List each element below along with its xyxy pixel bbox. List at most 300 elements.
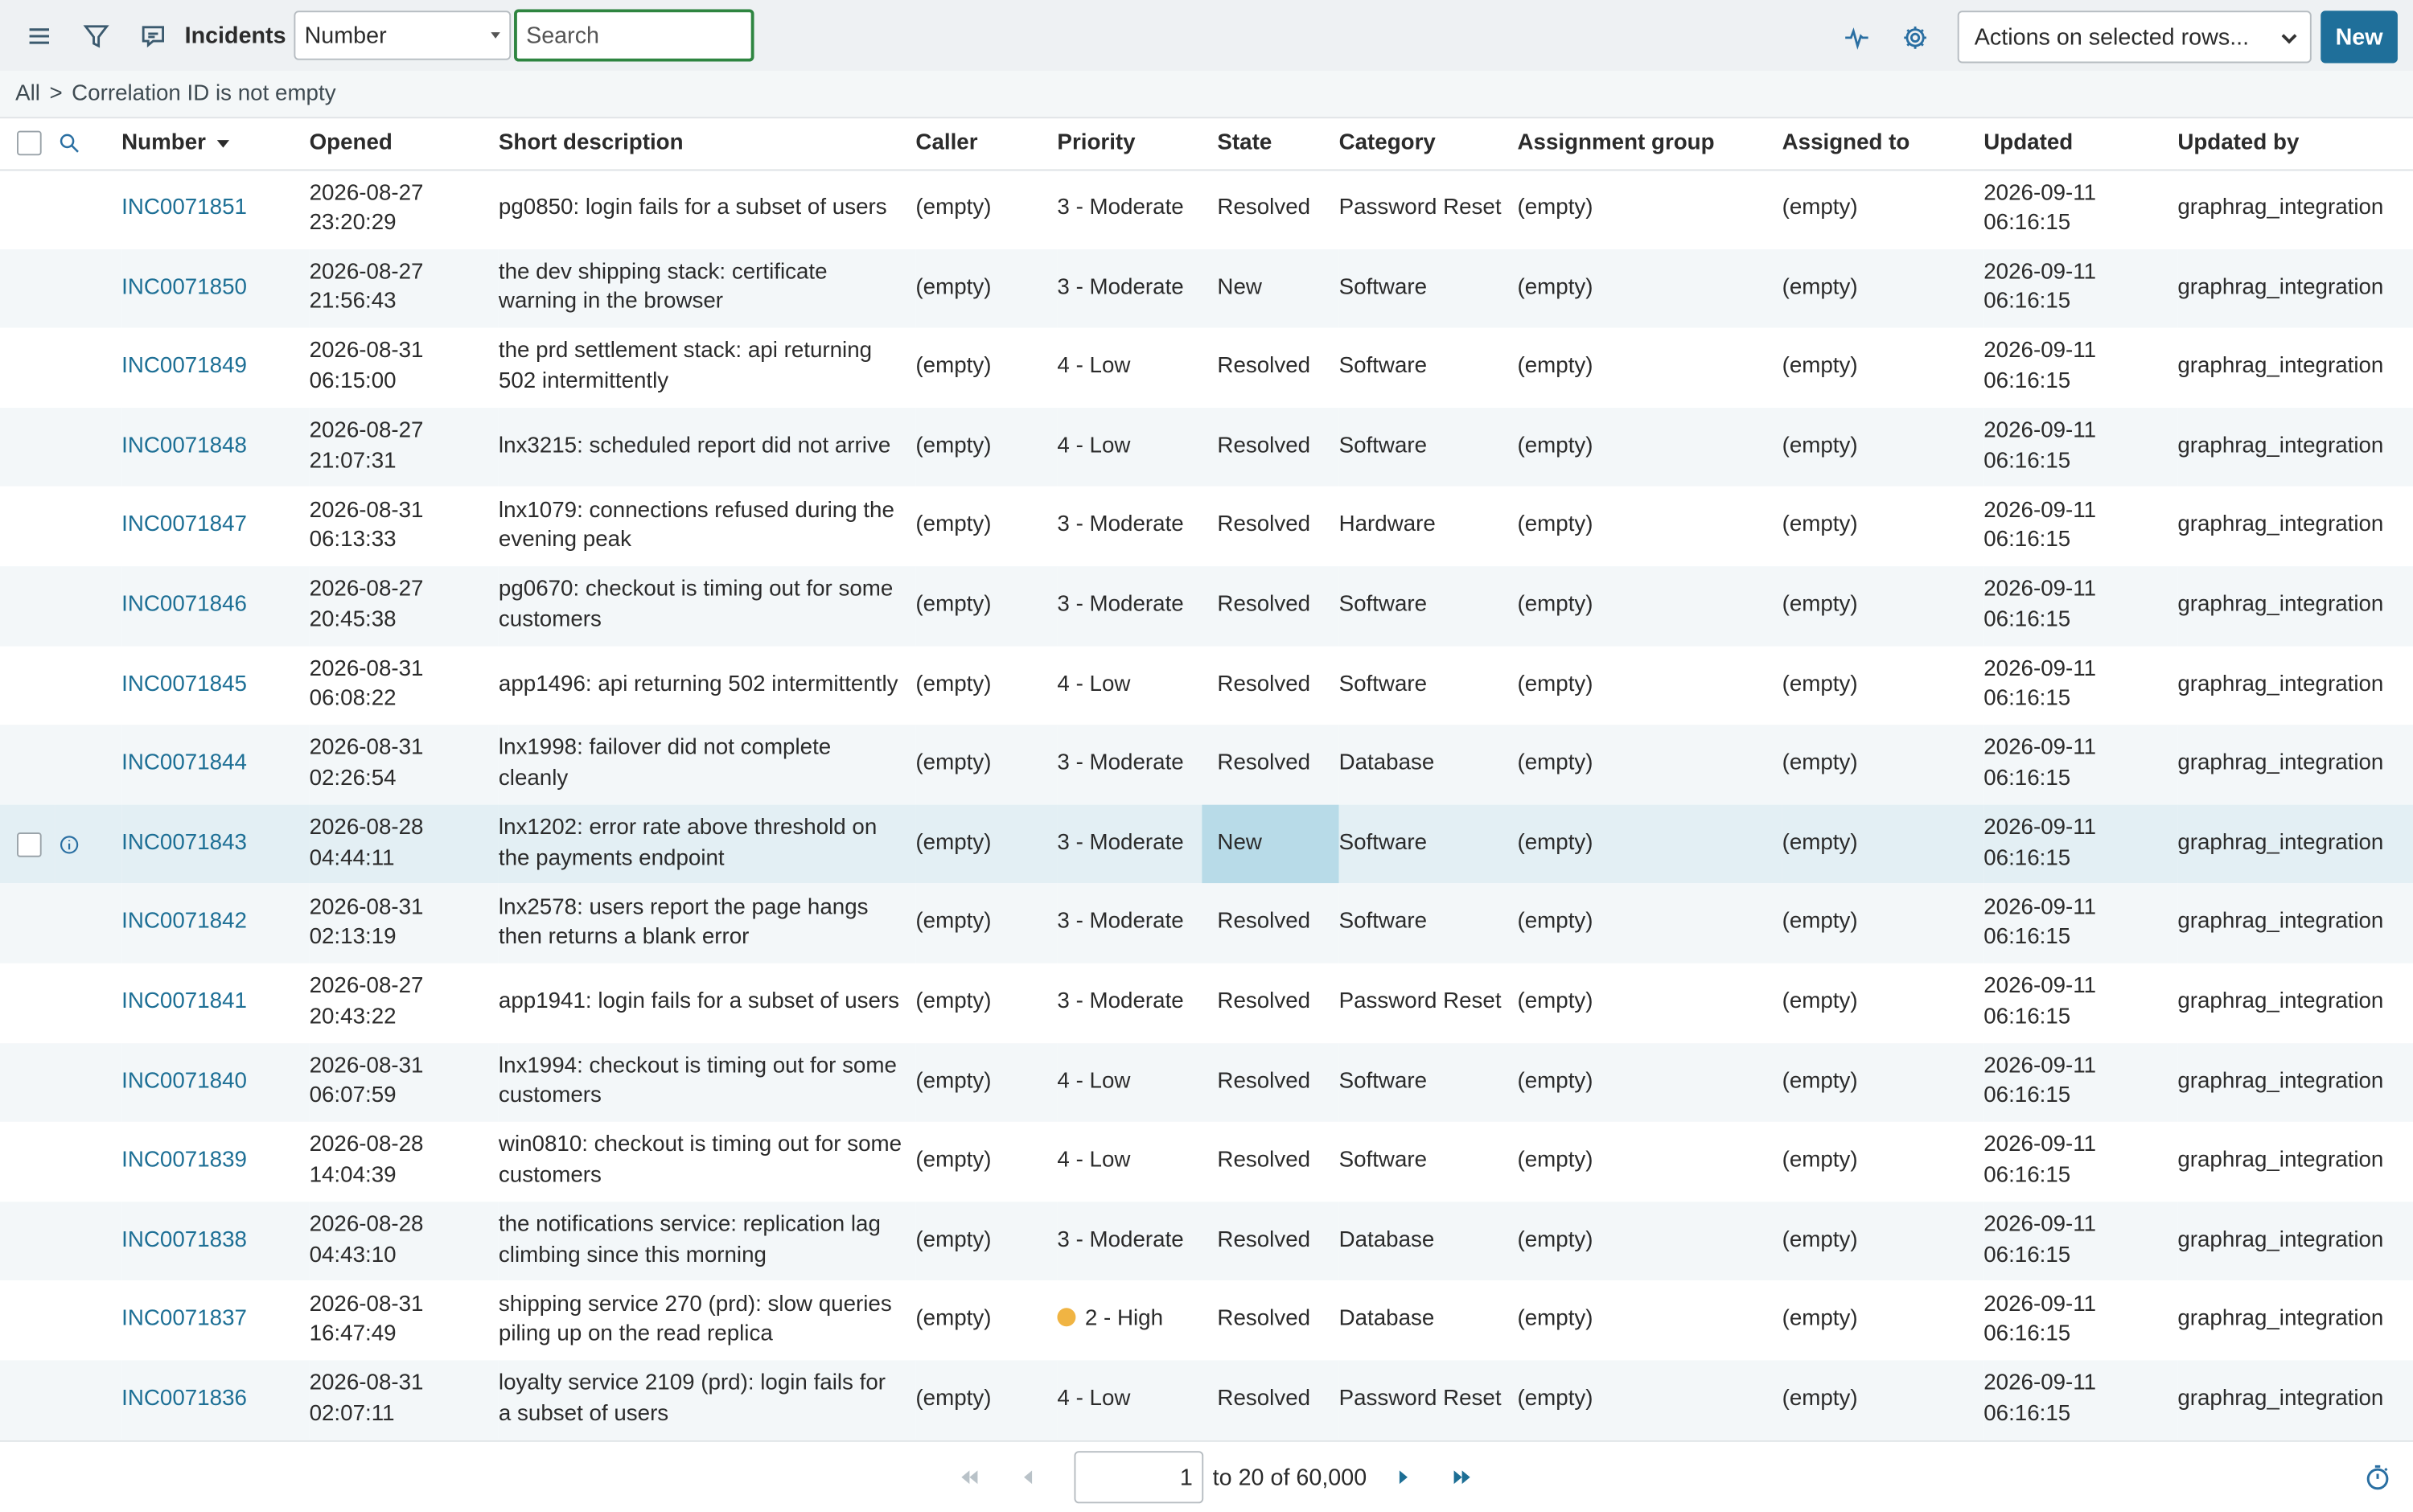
updated-date: 2026-09-11	[1983, 418, 2097, 444]
cell-category: Software	[1338, 354, 1428, 380]
table-row[interactable]	[0, 1280, 2413, 1360]
page-range-text: to 20 of 60,000	[1212, 1464, 1367, 1491]
cell-number[interactable]	[121, 884, 309, 963]
row-info-cell	[55, 1280, 121, 1360]
cell-updated	[1983, 1280, 2177, 1360]
pulse-icon[interactable]	[1836, 17, 1877, 57]
cell-priority	[1057, 963, 1202, 1043]
cell-opened	[310, 1042, 499, 1122]
updated-date: 2026-09-11	[1983, 1292, 2097, 1317]
opened-date: 2026-08-28	[309, 1132, 424, 1158]
cell-caller: (empty)	[915, 249, 1057, 328]
priority-text: 3 - Moderate	[1057, 989, 1184, 1014]
cell-caller: (empty)	[915, 1202, 1057, 1281]
cell-priority	[1057, 1122, 1202, 1202]
row-select-cell	[0, 169, 55, 249]
cell-updated	[1983, 1042, 2177, 1122]
cell-assignment-group: (empty)	[1517, 1148, 1593, 1173]
cell-assignment-group: (empty)	[1518, 566, 1782, 646]
cell-assignment-group: (empty)	[1518, 408, 1782, 487]
opened-time: 02:26:54	[309, 766, 397, 791]
incident-number-link[interactable]: INC0071838	[121, 1227, 247, 1252]
cell-category: Hardware	[1338, 512, 1436, 538]
column-header-caller[interactable]: Caller	[915, 118, 1057, 169]
cell-short-description: the notifications service: replication lag climbing since this morning	[499, 1202, 916, 1281]
cell-assignment-group: (empty)	[1518, 804, 1782, 884]
cell-state: Resolved	[1217, 989, 1311, 1014]
cell-category: Database	[1338, 1307, 1435, 1332]
cell-state: Resolved	[1217, 672, 1311, 696]
cell-updated-by: graphrag_integration	[2177, 804, 2413, 884]
cell-opened	[310, 249, 499, 328]
search-field-select[interactable]	[294, 10, 511, 60]
opened-date: 2026-08-31	[309, 736, 424, 762]
cell-updated	[1983, 1202, 2177, 1281]
activity-stream-icon[interactable]	[133, 15, 173, 55]
updated-date: 2026-09-11	[1983, 180, 2097, 206]
cell-caller: (empty)	[915, 1307, 992, 1332]
cell-opened	[310, 1202, 499, 1281]
cell-category: Database	[1339, 1202, 1518, 1281]
cell-number[interactable]	[121, 1042, 309, 1122]
cell-assigned-to: (empty)	[1782, 408, 1984, 487]
search-column-cell	[55, 118, 121, 169]
column-header-category[interactable]: Category	[1339, 118, 1518, 169]
priority-text: 3 - Moderate	[1057, 910, 1184, 935]
cell-opened	[310, 169, 499, 249]
search-field-value: Number	[304, 22, 387, 49]
table-row[interactable]	[0, 1122, 2413, 1202]
row-info-cell	[55, 1360, 121, 1440]
cell-caller: (empty)	[915, 512, 992, 538]
cell-opened	[310, 1280, 499, 1360]
cell-assignment-group: (empty)	[1518, 725, 1782, 804]
breadcrumb-filter[interactable]: Correlation ID is not empty	[72, 81, 336, 107]
cell-number[interactable]	[121, 1122, 309, 1202]
cell-caller: (empty)	[915, 1360, 1057, 1440]
cell-number[interactable]	[121, 328, 309, 408]
opened-date: 2026-08-31	[309, 1054, 424, 1079]
cell-assignment-group: (empty)	[1517, 195, 1593, 221]
sort-descending-icon[interactable]	[216, 140, 228, 148]
cell-category: Software	[1339, 884, 1518, 963]
cell-updated-by: graphrag_integration	[2177, 1148, 2384, 1173]
cell-assigned-to: (empty)	[1782, 989, 1858, 1014]
cell-priority	[1057, 1042, 1202, 1122]
updated-date: 2026-09-11	[1983, 1371, 2097, 1396]
list-title: Incidents	[184, 22, 286, 49]
cell-caller: (empty)	[915, 884, 1057, 963]
breadcrumb-separator: >	[49, 81, 63, 107]
column-header-number[interactable]	[121, 118, 309, 169]
cell-number[interactable]	[121, 408, 309, 487]
cell-category: Database	[1339, 725, 1518, 804]
cell-assigned-to: (empty)	[1782, 512, 1858, 538]
updated-date: 2026-09-11	[1983, 736, 2097, 762]
cell-assignment-group: (empty)	[1517, 1307, 1593, 1332]
column-header-state[interactable]: State	[1202, 118, 1338, 169]
opened-date: 2026-08-31	[309, 1292, 424, 1317]
actions-select[interactable]	[1958, 10, 2312, 63]
hamburger-menu-icon[interactable]	[18, 15, 59, 55]
cell-assignment-group: (empty)	[1518, 1360, 1782, 1440]
incident-number-link[interactable]: INC0071845	[121, 672, 247, 696]
cell-opened	[310, 408, 499, 487]
opened-time: 06:13:33	[309, 528, 397, 553]
cell-assigned-to: (empty)	[1782, 1307, 1858, 1332]
updated-time: 06:16:15	[1983, 1321, 2071, 1347]
updated-date: 2026-09-11	[1983, 974, 2097, 1000]
row-info-cell	[55, 646, 121, 725]
incident-number-link[interactable]: INC0071836	[121, 1386, 247, 1411]
table-row[interactable]	[0, 169, 2413, 249]
pagination-footer	[0, 1440, 2413, 1512]
cell-number[interactable]	[121, 1280, 309, 1360]
incident-number-link[interactable]: INC0071844	[121, 751, 247, 776]
incident-number-link[interactable]: INC0071843	[121, 830, 247, 856]
updated-time: 06:16:15	[1983, 448, 2071, 474]
search-icon[interactable]	[55, 133, 121, 154]
cell-number[interactable]	[121, 1202, 309, 1281]
row-info-cell	[55, 963, 121, 1043]
cell-number[interactable]	[121, 566, 309, 646]
breadcrumb-all[interactable]: All	[15, 81, 40, 107]
cell-caller: (empty)	[915, 725, 1057, 804]
updated-time: 06:16:15	[1983, 1083, 2071, 1109]
row-select-cell	[0, 1360, 55, 1440]
updated-time: 06:16:15	[1983, 211, 2071, 236]
row-select-cell	[0, 1042, 55, 1122]
opened-time: 02:13:19	[309, 925, 397, 950]
priority-text: 3 - Moderate	[1057, 1227, 1184, 1252]
cell-caller: (empty)	[915, 1148, 992, 1173]
cell-short-description: pg0670: checkout is timing out for some customers	[499, 566, 916, 646]
row-select-cell	[0, 725, 55, 804]
opened-time: 21:56:43	[309, 290, 397, 315]
cell-assignment-group: (empty)	[1518, 249, 1782, 328]
cell-short-description: pg0850: login fails for a subset of users	[498, 195, 887, 221]
cell-opened	[310, 963, 499, 1043]
filter-icon[interactable]	[76, 15, 116, 55]
cell-updated	[1983, 328, 2177, 408]
cell-short-description: app1941: login fails for a subset of users	[498, 989, 900, 1014]
cell-updated-by: graphrag_integration	[2177, 1202, 2413, 1281]
column-header-priority[interactable]: Priority	[1057, 118, 1202, 169]
opened-date: 2026-08-27	[309, 180, 424, 206]
cell-state: New	[1202, 804, 1338, 884]
cell-priority	[1057, 249, 1202, 328]
incident-number-link[interactable]: INC0071846	[121, 592, 247, 618]
cell-assigned-to: (empty)	[1782, 1360, 1984, 1440]
cell-updated	[1983, 646, 2177, 725]
opened-time: 21:07:31	[309, 448, 397, 474]
cell-state: Resolved	[1202, 725, 1338, 804]
cell-number[interactable]	[121, 963, 309, 1043]
table-row[interactable]	[0, 487, 2413, 566]
cell-updated	[1983, 1122, 2177, 1202]
updated-time: 06:16:15	[1983, 369, 2071, 394]
cell-category: Password Reset	[1338, 195, 1502, 221]
updated-time: 06:16:15	[1983, 1163, 2071, 1188]
cell-category: Software	[1339, 249, 1518, 328]
column-header-short-description[interactable]: Short description	[499, 118, 916, 169]
table-row[interactable]	[0, 1360, 2413, 1440]
table-row[interactable]	[0, 566, 2413, 646]
updated-date: 2026-09-11	[1983, 1212, 2097, 1238]
cell-updated-by: graphrag_integration	[2177, 512, 2384, 538]
cell-category: Software	[1339, 566, 1518, 646]
incident-number-link[interactable]: INC0071849	[121, 354, 247, 380]
cell-caller: (empty)	[915, 195, 992, 221]
row-select-cell	[0, 963, 55, 1043]
cell-state: Resolved	[1202, 1360, 1338, 1440]
row-select-cell	[0, 249, 55, 328]
table-row[interactable]	[0, 804, 2413, 884]
cell-updated	[1983, 725, 2177, 804]
priority-text: 4 - Low	[1057, 1386, 1131, 1411]
cell-assigned-to: (empty)	[1782, 884, 1984, 963]
cell-number[interactable]	[121, 169, 309, 249]
incident-number-link[interactable]: INC0071839	[121, 1148, 247, 1173]
cell-short-description: lnx1998: failover did not complete cleanly	[499, 725, 916, 804]
cell-opened	[310, 487, 499, 566]
opened-time: 23:20:29	[309, 211, 397, 236]
cell-opened	[310, 1360, 499, 1440]
gear-icon[interactable]	[1894, 17, 1934, 57]
priority-text: 3 - Moderate	[1057, 592, 1184, 618]
priority-text: 4 - Low	[1057, 1148, 1131, 1173]
table-row[interactable]	[0, 963, 2413, 1043]
cell-assigned-to: (empty)	[1782, 566, 1984, 646]
cell-short-description: loyalty service 2109 (prd): login fails for a subset of users	[499, 1360, 916, 1440]
cell-updated-by: graphrag_integration	[2177, 1307, 2384, 1332]
row-info-cell	[55, 1042, 121, 1122]
incident-number-link[interactable]: INC0071850	[121, 274, 247, 300]
cell-updated	[1983, 487, 2177, 566]
priority-text: 4 - Low	[1057, 672, 1131, 696]
updated-time: 06:16:15	[1983, 607, 2071, 632]
row-select-cell	[0, 884, 55, 963]
cell-category: Software	[1338, 672, 1428, 696]
cell-number[interactable]	[121, 249, 309, 328]
incident-rows	[0, 169, 2413, 1439]
row-select-cell	[0, 1280, 55, 1360]
incident-number-link[interactable]: INC0071840	[121, 1068, 247, 1094]
row-info-cell	[55, 804, 121, 884]
cell-priority	[1057, 408, 1202, 487]
cell-state: Resolved	[1217, 1148, 1311, 1173]
opened-date: 2026-08-31	[309, 656, 424, 682]
cell-category: Software	[1339, 408, 1518, 487]
opened-date: 2026-08-27	[309, 974, 424, 1000]
incident-number-link[interactable]: INC0071837	[121, 1307, 247, 1332]
row-select-cell	[0, 646, 55, 725]
new-button[interactable]: New	[2321, 10, 2398, 63]
cell-updated	[1983, 249, 2177, 328]
page-number-input[interactable]	[1074, 1451, 1203, 1503]
row-info-cell	[55, 408, 121, 487]
cell-short-description: lnx2578: users report the page hangs then returns a blank error	[499, 884, 916, 963]
row-info-cell	[55, 884, 121, 963]
first-page-icon[interactable]	[954, 1462, 985, 1493]
cell-updated	[1983, 408, 2177, 487]
cell-number[interactable]	[121, 646, 309, 725]
table-row[interactable]	[0, 408, 2413, 487]
cell-priority	[1057, 646, 1202, 725]
row-info-cell	[55, 725, 121, 804]
cell-caller: (empty)	[915, 672, 992, 696]
cell-state: Resolved	[1217, 195, 1311, 221]
cell-state: Resolved	[1217, 354, 1311, 380]
cell-state: Resolved	[1217, 512, 1311, 538]
cell-updated-by: graphrag_integration	[2177, 725, 2413, 804]
cell-assignment-group: (empty)	[1517, 512, 1593, 538]
cell-updated-by: graphrag_integration	[2177, 354, 2384, 380]
table-row[interactable]	[0, 1202, 2413, 1281]
row-checkbox[interactable]	[17, 832, 42, 857]
cell-category: Password Reset	[1338, 989, 1502, 1014]
opened-time: 20:43:22	[309, 1004, 397, 1029]
cell-caller: (empty)	[915, 804, 1057, 884]
updated-date: 2026-09-11	[1983, 656, 2097, 682]
column-label-number: Number	[121, 131, 206, 156]
cell-short-description: shipping service 270 (prd): slow queries piling up on the read replica	[498, 1292, 892, 1347]
incident-number-link[interactable]: INC0071841	[121, 989, 247, 1014]
row-info-cell	[55, 328, 121, 408]
cell-updated-by: graphrag_integration	[2177, 408, 2413, 487]
row-info-cell	[55, 249, 121, 328]
cell-updated	[1983, 566, 2177, 646]
cell-short-description: the prd settlement stack: api returning 502 intermittently	[498, 339, 873, 394]
updated-time: 06:16:15	[1983, 687, 2071, 712]
next-page-icon[interactable]	[1388, 1462, 1419, 1493]
table-row[interactable]	[0, 249, 2413, 328]
row-select-cell	[0, 1122, 55, 1202]
opened-date: 2026-08-31	[309, 339, 424, 364]
cell-number[interactable]	[121, 1360, 309, 1440]
opened-date: 2026-08-28	[309, 1212, 424, 1238]
cell-assigned-to: (empty)	[1782, 1202, 1984, 1281]
cell-updated	[1983, 169, 2177, 249]
cell-assignment-group: (empty)	[1517, 672, 1593, 696]
column-header-updated[interactable]: Updated	[1983, 118, 2177, 169]
updated-date: 2026-09-11	[1983, 577, 2097, 602]
cell-assigned-to: (empty)	[1782, 249, 1984, 328]
cell-caller: (empty)	[915, 408, 1057, 487]
cell-opened	[310, 328, 499, 408]
cell-priority	[1057, 487, 1202, 566]
updated-date: 2026-09-11	[1983, 816, 2097, 840]
row-select-cell	[0, 804, 55, 884]
updated-time: 06:16:15	[1983, 1243, 2071, 1268]
caret-down-icon	[491, 32, 499, 39]
previous-page-icon[interactable]	[1013, 1462, 1043, 1493]
row-info-cell	[55, 1122, 121, 1202]
select-all-checkbox[interactable]	[17, 131, 42, 156]
incident-number-link[interactable]: INC0071851	[121, 195, 247, 221]
cell-priority	[1057, 1280, 1202, 1360]
updated-time: 06:16:15	[1983, 925, 2071, 950]
cell-number[interactable]	[121, 804, 309, 884]
updated-time: 06:16:15	[1983, 766, 2071, 791]
info-icon[interactable]	[55, 833, 109, 855]
column-header-opened[interactable]: Opened	[310, 118, 499, 169]
row-info-cell	[55, 169, 121, 249]
cell-priority	[1057, 566, 1202, 646]
priority-text: 3 - Moderate	[1057, 830, 1184, 856]
cell-caller: (empty)	[915, 566, 1057, 646]
cell-caller: (empty)	[915, 1042, 1057, 1122]
row-info-cell	[55, 487, 121, 566]
updated-date: 2026-09-11	[1983, 1054, 2097, 1079]
cell-category: Password Reset	[1339, 1360, 1518, 1440]
cell-state: Resolved	[1202, 1202, 1338, 1281]
cell-updated	[1983, 884, 2177, 963]
row-info-cell	[55, 1202, 121, 1281]
cell-opened	[310, 646, 499, 725]
table-row[interactable]	[0, 646, 2413, 725]
updated-time: 06:16:15	[1983, 1401, 2071, 1427]
column-header-updated-by[interactable]: Updated by	[2177, 118, 2413, 169]
cell-number[interactable]	[121, 725, 309, 804]
cell-caller: (empty)	[915, 989, 992, 1014]
last-page-icon[interactable]	[1447, 1462, 1478, 1493]
cell-category: Software	[1338, 1148, 1428, 1173]
updated-date: 2026-09-11	[1983, 339, 2097, 364]
search-input[interactable]	[514, 9, 754, 61]
row-select-cell	[0, 328, 55, 408]
cell-updated-by: graphrag_integration	[2177, 1042, 2413, 1122]
cell-assignment-group: (empty)	[1518, 1202, 1782, 1281]
table-row[interactable]	[0, 1042, 2413, 1122]
opened-time: 06:08:22	[309, 687, 397, 712]
cell-opened	[310, 884, 499, 963]
incident-table	[0, 118, 2413, 1440]
cell-assigned-to: (empty)	[1782, 195, 1858, 221]
table-row[interactable]	[0, 725, 2413, 804]
opened-date: 2026-08-27	[309, 577, 424, 602]
cell-opened	[310, 1122, 499, 1202]
column-header-assignment-group[interactable]: Assignment group	[1518, 118, 1782, 169]
cell-state: Resolved	[1217, 1307, 1311, 1332]
cell-priority	[1057, 725, 1202, 804]
cell-updated-by: graphrag_integration	[2177, 195, 2384, 221]
opened-date: 2026-08-31	[309, 498, 424, 523]
cell-short-description: the dev shipping stack: certificate warning in the browser	[499, 249, 916, 328]
response-time-icon[interactable]	[2364, 1464, 2391, 1491]
opened-date: 2026-08-31	[309, 894, 424, 920]
incident-number-link[interactable]: INC0071848	[121, 433, 247, 458]
cell-opened	[310, 725, 499, 804]
priority-text: 3 - Moderate	[1057, 274, 1184, 300]
cell-opened	[310, 566, 499, 646]
table-row[interactable]	[0, 328, 2413, 408]
cell-assigned-to: (empty)	[1782, 725, 1984, 804]
priority-text: 2 - High	[1084, 1307, 1164, 1332]
column-header-assigned-to[interactable]: Assigned to	[1782, 118, 1984, 169]
cell-updated-by: graphrag_integration	[2177, 672, 2384, 696]
incident-number-link[interactable]: INC0071842	[121, 910, 247, 935]
updated-time: 06:16:15	[1983, 1004, 2071, 1029]
opened-time: 06:15:00	[309, 369, 397, 394]
cell-number[interactable]	[121, 487, 309, 566]
table-row[interactable]	[0, 884, 2413, 963]
cell-priority	[1057, 884, 1202, 963]
incident-number-link[interactable]: INC0071847	[121, 512, 247, 538]
cell-state: New	[1202, 249, 1338, 328]
updated-date: 2026-09-11	[1983, 260, 2097, 285]
cell-short-description: lnx1202: error rate above threshold on the payments endpoint	[499, 804, 916, 884]
